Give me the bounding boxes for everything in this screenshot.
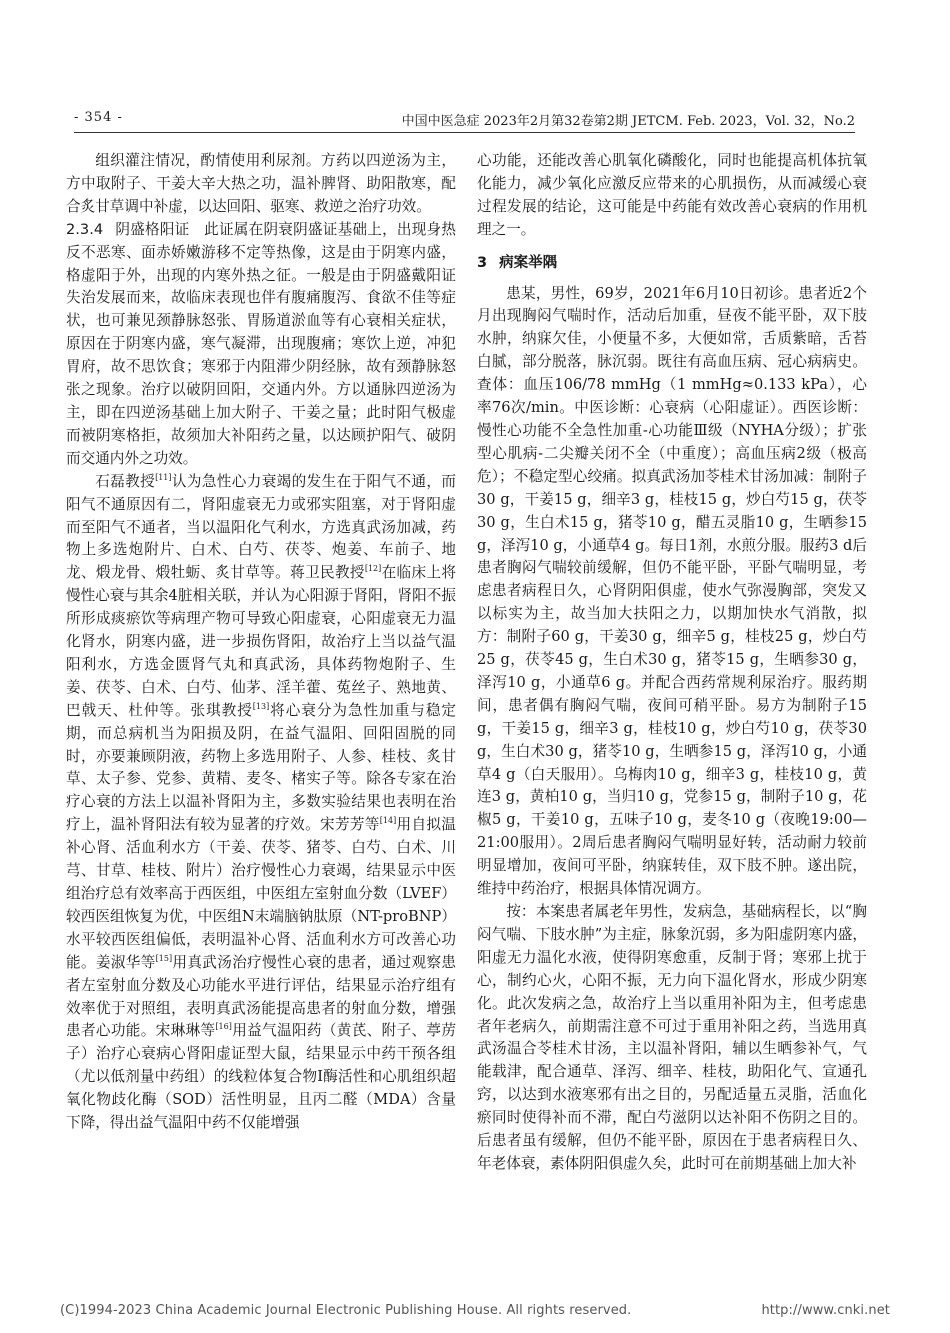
copyright-notice: (C)1994-2023 China Academic Journal Electronic Publishing House. All rights reserved. [60,1303,632,1318]
paragraph: 组织灌注情况，酌情使用利尿剂。方药以四逆汤为主，方中取附子、干姜大辛大热之功，温补脾肾、助阳散寒，配合炙甘草调中补虚，以达回阳、驱寒、救逆之治疗功效。 [66,152,456,215]
running-header [74,110,855,133]
section-heading [477,252,867,275]
paragraph: 心功能，还能改善心肌氧化磷酸化，同时也能提高机体抗氧化能力，减少氧化应激反应带来的心肌损伤，从而减缓心衰过程发展的结论，这可能是中药能有效改善心衰病的作用机理之一。 [477,152,867,238]
text-run: 用益气温阳药（黄芪、附子、葶苈子）治疗心衰病心肾阳虚证型大鼠，结果显示中药干预各组（尤以低剂量中药组）的线粒体复合物Ⅰ酶活性和心肌组织超氧化物歧化酶（SOD）活性明显，且丙二醛（MDA）含量下降，得出益气温阳中药不仅能增强 [66,1022,456,1132]
right-column [477,150,867,1176]
text-run: 将心衰分为急性加重与稳定期，而总病机当为阳损及阴，在益气温阳、回阳固脱的同时，亦要兼顾阴液，药物上多选用附子、人参、桂枝、炙甘草、太子参、党参、黄精、麦冬、楮实子等。除各专家在治疗心衰的方法上以温补肾阳为主，多数实验结果也表明在治疗上，温补肾阳法有较为显著的疗效。宋芳芳等 [66,701,456,834]
citation-ref: [13] [252,701,270,711]
citation-ref: [15] [155,953,173,963]
citation-ref: [16] [215,1022,232,1032]
subsection-paragraph [66,219,456,471]
subsection-title: 阴盛格阳证 [115,220,190,238]
subsection-number: 2.3.4 [66,220,104,238]
text-run: 石磊教授 [95,472,156,490]
left-column [66,150,456,1135]
journal-citation: 中国中医急症 2023年2月第32卷第2期 JETCM. Feb. 2023，Vol. 32，No.2 [401,114,855,129]
commentary-paragraph: 按：本案患者属老年男性，发病急，基础病程长，以“胸闷气喘、下肢水肿”为主症，脉象沉弱，多为阳虚阴寒内盛，阳虚无力温化水液，使得阴寒愈重，反制于肾；寒邪上扰于心，制约心火，心阳不振，无力向下温化肾水，形成少阴寒化。此次发病之急，故治疗上当以重用补阳为主，但考虑患者年老病久，前期需注意不可过于重用补阳之药，当选用真武汤温合苓桂术甘汤，主以温补肾阳，辅以生晒参补气，气能载津，配合通草、泽泻、细辛、桂枝，助阳化气、宣通孔窍，以达到水液寒邪有出之目的，另配适量五灵脂，活血化瘀同时使得补而不滞，配白芍滋阴以达补阳不伤阴之目的。后患者虽有缓解，但仍不能平卧，原因在于患者病程日久、年老体衰，素体阴阳俱虚久矣，此时可在前期基础上加大补 [477,903,867,1172]
paragraph-text: 此证属在阴衰阴盛证基础上，出现身热反不恶寒、面赤娇嫩游移不定等热像，这是由于阴寒内盛，格虚阳于外，出现的内寒外热之征。一般是由于阴盛戴阳证失治发展而来，故临床表现也伴有腹痛腹泻、食欲不佳等症状，也可兼见颈静脉怒张、胃肠道淤血等有心衰相关症状，原因在于阴寒内盛，寒气凝滞，出现腹痛；寒饮上逆，冲犯胃府，故不思饮食；寒邪于内阻滞少阴经脉，故有颈静脉怒张之现象。治疗以破阴回阳，交通内外。方以通脉四逆汤为主，即在四逆汤基础上加大附子、干姜之量；此时阳气极虚而被阴寒格拒，故须加大补阳药之量，以达顾护阳气、破阴而交通内外之功效。 [66,220,456,467]
citation-ref: [12] [364,564,382,574]
citation-ref: [11] [155,472,172,482]
case-paragraph: 患某，男性，69岁，2021年6月10日初诊。患者近2个月出现胸闷气喘时作，活动后加重，昼夜不能平卧，双下肢水肿，纳寐欠佳，小便量不多，大便如常，舌质紫暗，舌苔白腻，部分脱落，脉沉弱。既往有高血压病、冠心病病史。查体：血压106/78 mmHg（1 mmHg≈0.133 kPa），心率76次/min。中医诊断：心衰病（心阳虚证）。西医诊断：慢性心功能不全急性加重-心功能Ⅲ级（NYHA分级）；扩张型心肌病-二尖瓣关闭不全（中重度）；高血压病2级（极高危）；不稳定型心绞痛。拟真武汤加苓桂术甘汤加减：制附子30 g，干姜15 g，细辛3 g，桂枝15 g，炒白芍15 g，茯苓30 g，生白术15 g，猪苓10 g，醋五灵脂10 g，生晒参15 g，泽泻10 g，小通草4 g。每日1剂，水煎分服。服药3 d后患者胸闷气喘较前缓解，但仍不能平卧，平卧气喘明显，考虑患者病程日久，心肾阴阳俱虚，使水气弥漫胸部，突发又以标实为主，故当加大扶阳之力，以期加快水气消散，拟方：制附子60 g，干姜30 g，细辛5 g，桂枝25 g，炒白芍25 g，茯苓45 g，生白术30 g，猪苓15 g，生晒参30 g，泽泻10 g，小通草6 g。并配合西药常规利尿治疗。服药期间，患者偶有胸闷气喘，夜间可稍平卧。易方为制附子15 g，干姜15 g，细辛3 g，桂枝10 g，炒白芍10 g，茯苓30 g，生白术30 g，猪苓10 g，生晒参15 g，泽泻10 g，小通草4 g（白天服用）。乌梅肉10 g，细辛3 g，桂枝10 g，黄连3 g，黄柏10 g，当归10 g，党参15 g，制附子10 g，花椒5 g，干姜10 g，五味子10 g，麦冬10 g（夜晚19:00—21:00服用）。2周后患者胸闷气喘明显好转，活动耐力较前明显增加，夜间可平卧，纳寐转佳，双下肢不肿。遂出院，维持中药治疗，根据具体情况调方。 [477,284,867,898]
page-number: - 354 - [74,110,123,125]
text-run: 用自拟温补心肾、活血利水方（干姜、茯苓、猪苓、白芍、白术、川芎、甘草、桂枝、附片）治疗慢性心力衰竭，结果显示中医组治疗总有效率高于西医组，中医组左室射血分数（LVEF）较西医组恢复为优，中医组N末端脑钠肽原（NT-proBNP）水平较西医组偏低，表明温补心肾、活血利水方可改善心功能。姜淑华等 [66,816,456,971]
text-run: 在临床上将慢性心衰与其余4脏相关联，并认为心阳源于肾阳，肾阳不振所形成痰瘀饮等病理产物可导致心阳虚衰，心阳虚衰无力温化肾水，阴寒内盛，进一步损伤肾阳，故治疗上当以益气温阳利水，方选金匮肾气丸和真武汤，具体药物炮附子、生姜、茯苓、白术、白芍、仙茅、淫羊藿、菟丝子、熟地黄、巴戟天、杜仲等。张琪教授 [66,564,456,719]
footer [60,1303,890,1318]
text-run: 认为急性心力衰竭的发生在于阳气不通，而阳气不通原因有二，肾阳虚衰无力或邪实阻塞，对于肾阳虚而至阳气不通者，当以温阳化气利水，方选真武汤加减，药物上多选炮附片、白术、白芍、茯苓、炮姜、车前子、地龙、煅龙骨、煅牡蛎、炙甘草等。蒋卫民教授 [66,472,456,582]
footer-url[interactable]: http://www.cnki.net [761,1303,890,1318]
text-run: 用真武汤治疗慢性心衰的患者，通过观察患者左室射血分数及心功能水平进行评估，结果显示治疗组有效率优于对照组，表明真武汤能提高患者的射血分数，增强患者心功能。宋琳琳等 [66,953,456,1040]
section-number: 3 [477,254,488,271]
citation-ref: [14] [379,816,397,826]
paragraph [66,471,456,1135]
section-title: 病案举隅 [499,254,558,271]
